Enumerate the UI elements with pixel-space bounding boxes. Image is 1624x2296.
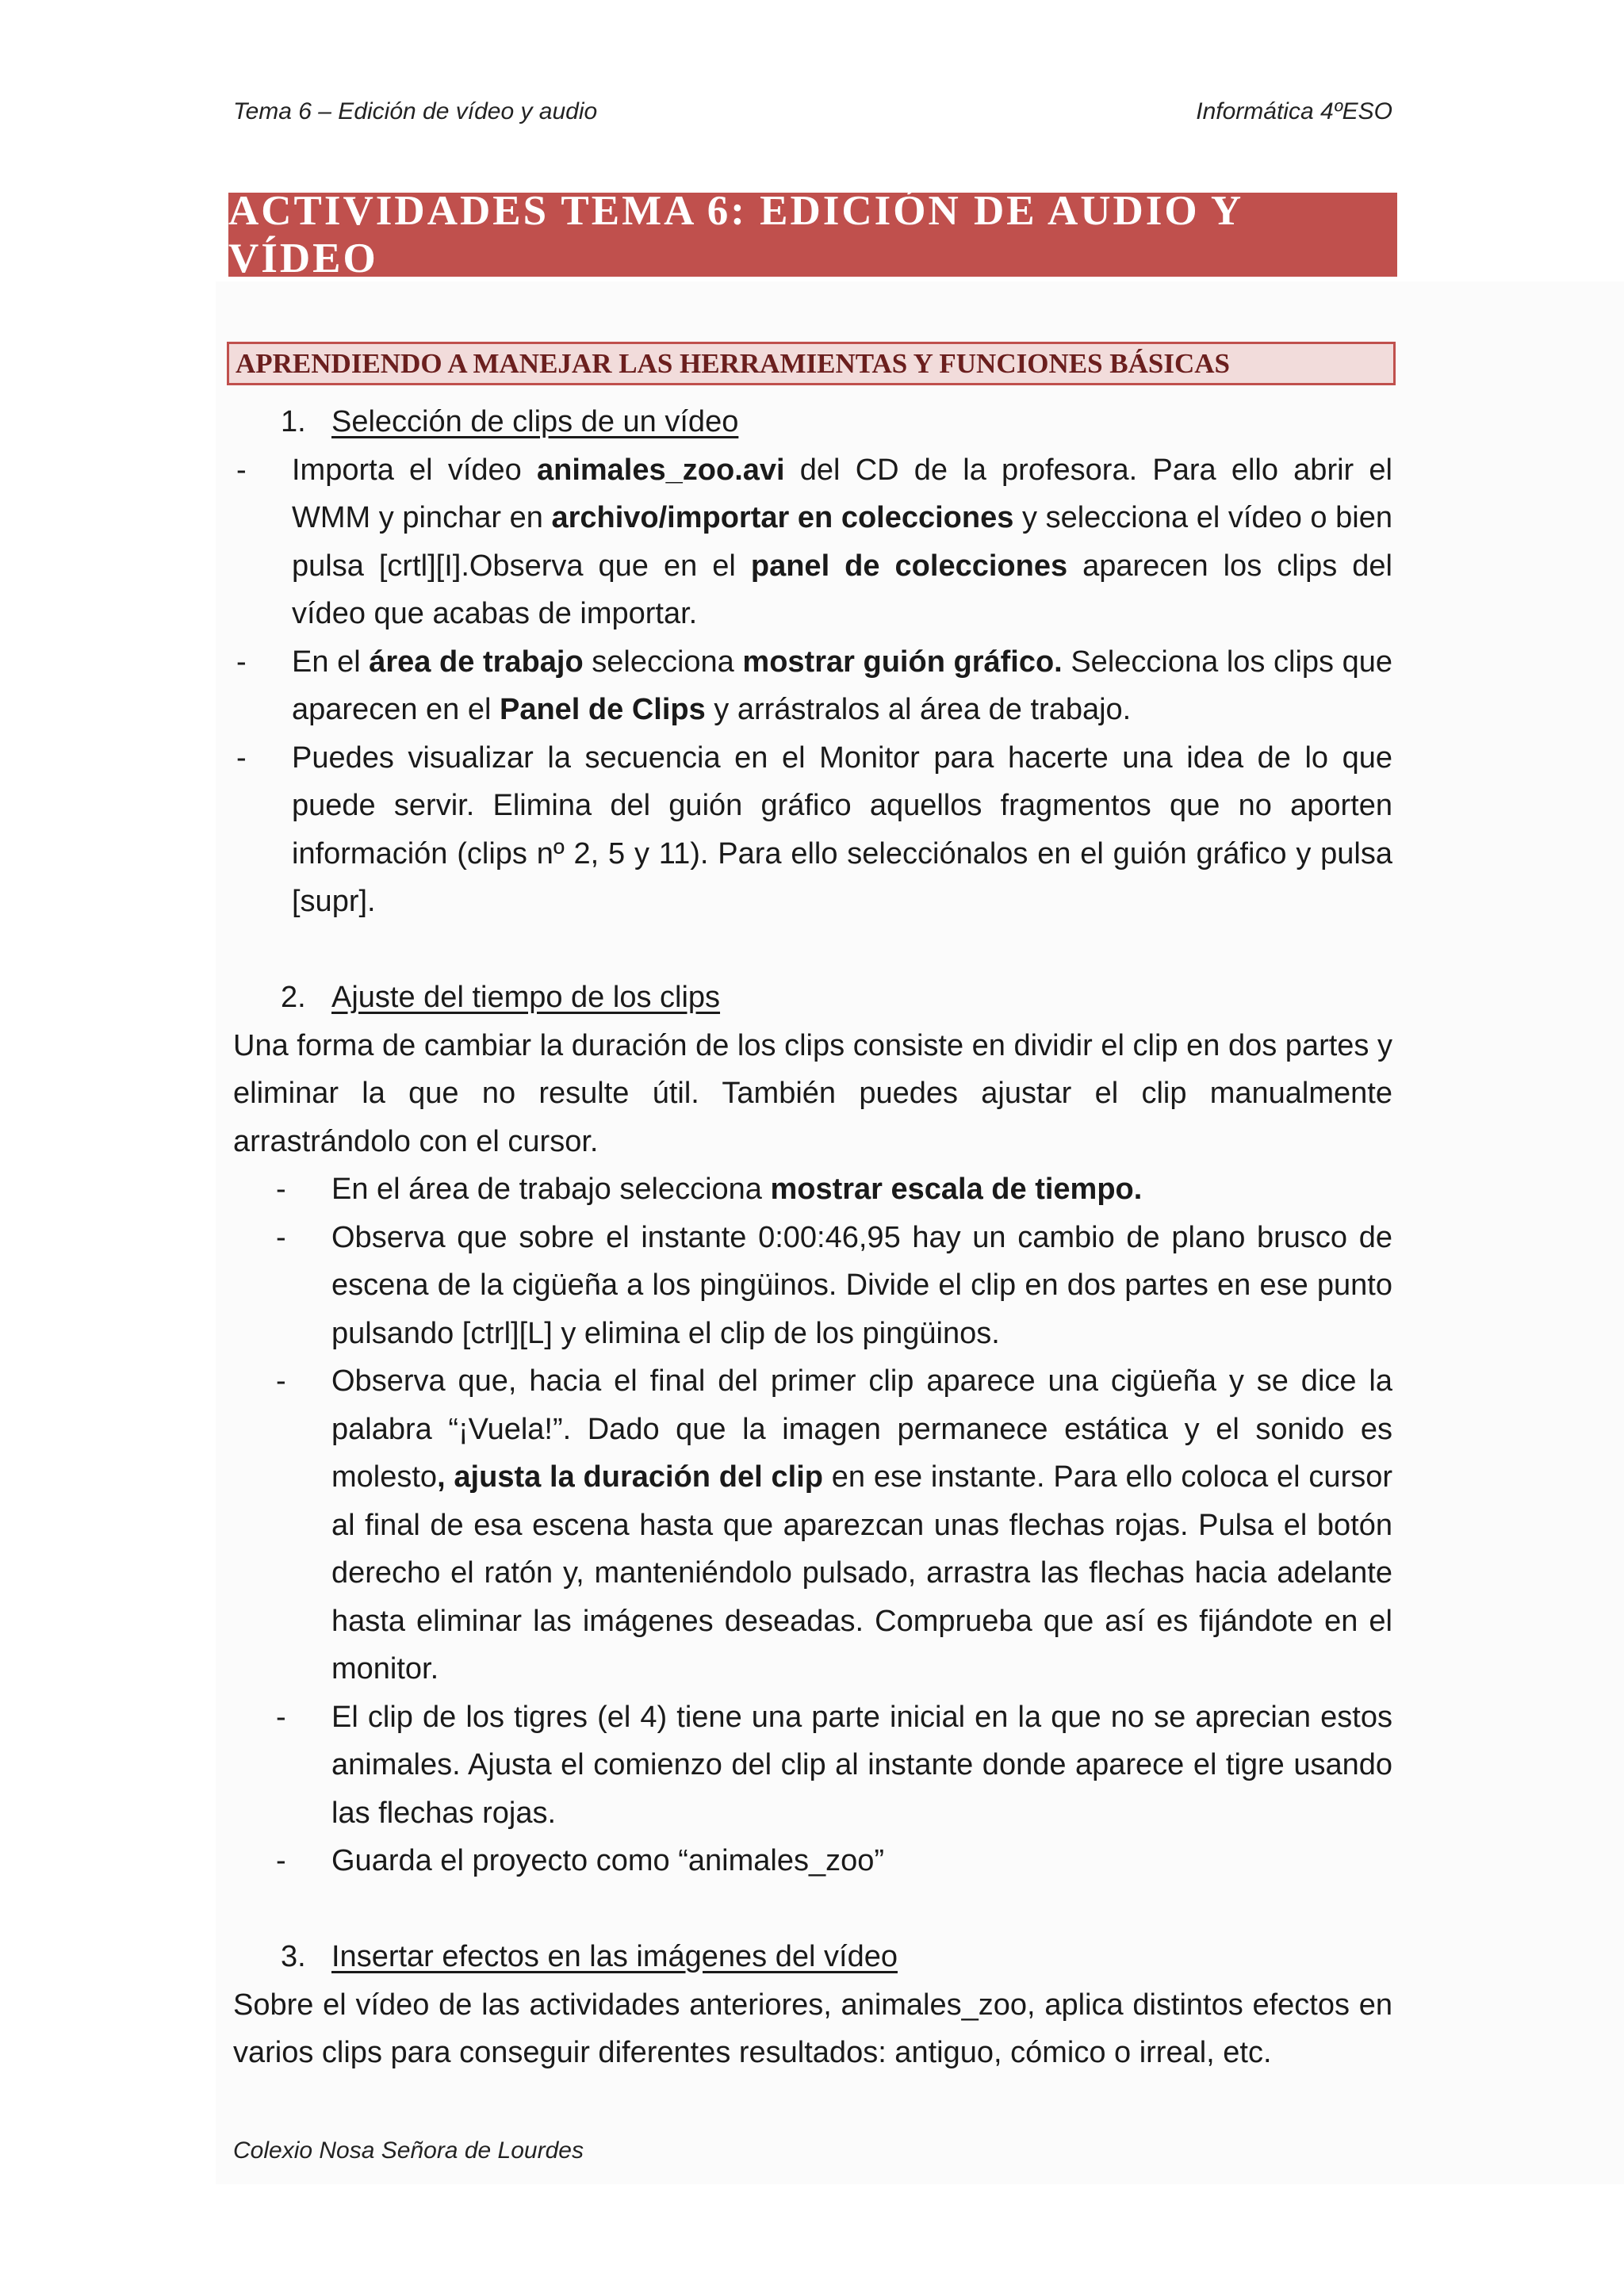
list-item [233, 734, 1392, 926]
activity-number: 1. [281, 405, 306, 438]
list-item [233, 1357, 1392, 1693]
document-body [233, 398, 1392, 2077]
list-item [233, 638, 1392, 734]
paragraph: Sobre el vídeo de las actividades anteriores, animales_zoo, aplica distintos efectos en varios clips para conseguir diferentes resultados: antiguo, cómico o irreal, etc. [233, 1988, 1392, 2069]
activity-title: Ajuste del tiempo de los clips [331, 981, 721, 1014]
activity-title: Selección de clips de un vídeo [331, 405, 739, 438]
footer: Colexio Nosa Señora de Lourdes [233, 2137, 584, 2164]
list-item-text: Puedes visualizar la secuencia en el Monitor para hacerte una idea de lo que puede servir. Elimina del guión gráfico aquellos fragmentos que no aporten información (clips nº 2, 5 y 11). Para ello selecciónalos en el guión gráfico y pulsa [supr]. [292, 740, 1392, 918]
bullet-dash: - [276, 1364, 286, 1398]
page-title: ACTIVIDADES TEMA 6: EDICIÓN DE AUDIO Y VÍDEO [228, 188, 1243, 281]
list-item [233, 1165, 1392, 1214]
list-item-text: En el área de trabajo selecciona mostrar guión gráfico. Selecciona los clips que aparecen en el Panel de Clips y arrástralos al área de trabajo. [292, 645, 1393, 726]
list-item-text: En el área de trabajo selecciona mostrar escala de tiempo. [331, 1173, 1143, 1206]
list-item [233, 1837, 1392, 1885]
header-left: Tema 6 – Edición de vídeo y audio [233, 98, 598, 124]
activity-3-heading [233, 1933, 1392, 1981]
bullet-dash: - [236, 453, 247, 487]
bullet-dash: - [276, 1220, 286, 1254]
paragraph: Una forma de cambiar la duración de los clips consiste en dividir el clip en dos partes y eliminar la que no resulte útil. También puedes ajustar el clip manualmente arrastrándolo con el cursor. [233, 1028, 1392, 1158]
bullet-dash: - [236, 740, 247, 775]
list-item-text: Observa que sobre el instante 0:00:46,95 hay un cambio de plano brusco de escena de la cigüeña a los pingüinos. Divide el clip en dos partes en ese punto pulsando [ctrl][L] y elimina el clip de los pingüinos. [331, 1220, 1392, 1350]
list-item-text: Observa que, hacia el final del primer clip aparece una cigüeña y se dice la palabra “¡Vuela!”. Dado que la imagen permanece estática y el sonido es molesto, ajusta la duración del clip en ese instante. Para ello coloca el cursor al final de esa escena hasta que aparezcan unas flechas rojas. Pulsa el botón derecho el ratón y, manteniéndolo pulsado, arrastra las flechas hacia adelante hasta eliminar las imágenes deseadas. Comprueba que así es fijándote en el monitor. [331, 1364, 1393, 1686]
list-item [233, 1693, 1392, 1838]
list-item-text: Importa el vídeo animales_zoo.avi del CD de la profesora. Para ello abrir el WMM y pinchar en archivo/importar en colecciones y selecciona el vídeo o bien pulsa [crtl][I].Observa que en el panel de colecciones aparecen los clips del vídeo que acabas de importar. [292, 453, 1392, 630]
bullet-dash: - [276, 1173, 286, 1206]
bullet-dash: - [276, 1700, 286, 1734]
activity-number: 2. [281, 981, 306, 1014]
list-item-text: Guarda el proyecto como “animales_zoo” [331, 1844, 885, 1877]
activity-title: Insertar efectos en las imágenes del vídeo [331, 1940, 898, 1973]
list-item [233, 446, 1392, 638]
section-heading-box [227, 342, 1396, 385]
activity-1-heading [233, 398, 1392, 446]
section-heading: APRENDIENDO A MANEJAR LAS HERRAMIENTAS Y FUNCIONES BÁSICAS [236, 347, 1231, 379]
bullet-dash: - [236, 645, 247, 679]
list-item [233, 1214, 1392, 1358]
bullet-dash: - [276, 1844, 286, 1877]
activity-2-heading [233, 974, 1392, 1022]
header-right: Informática 4ºESO [1196, 98, 1392, 124]
title-banner [228, 188, 1397, 281]
list-item-text: El clip de los tigres (el 4) tiene una parte inicial en la que no se aprecian estos animales. Ajusta el comienzo del clip al instante donde aparece el tigre usando las flechas rojas. [331, 1700, 1392, 1830]
activity-number: 3. [281, 1940, 306, 1973]
